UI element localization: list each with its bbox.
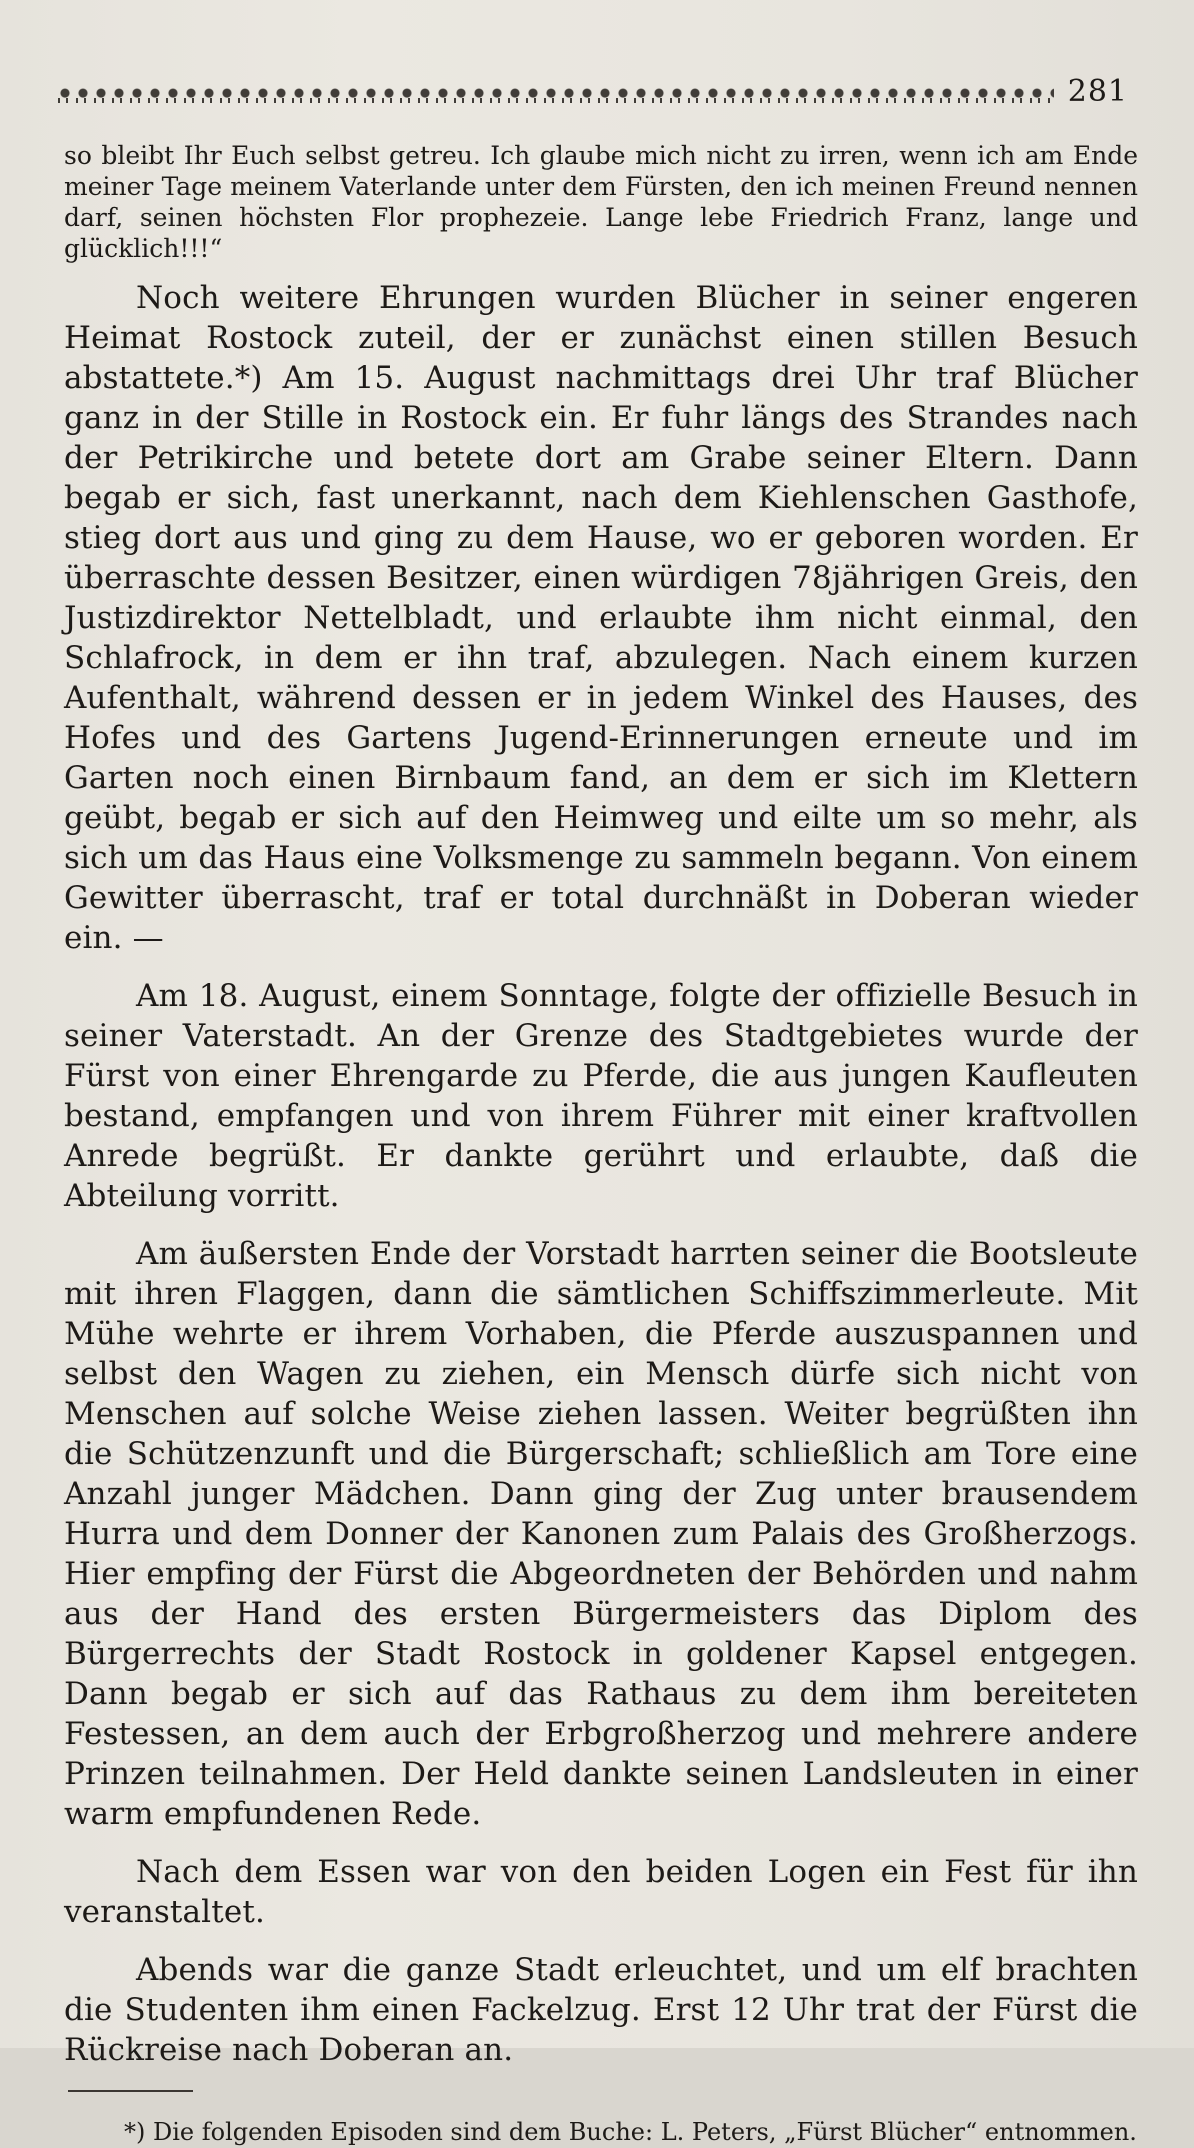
leaf-border-icon <box>56 81 1054 103</box>
paragraph-4: Nach dem Essen war von den beiden Logen ein Fest für ihn veranstaltet. <box>64 1854 1138 1930</box>
paragraph-5: Abends war die ganze Stadt erleuchtet, und um elf brachten die Studenten ihm einen Fackelzug. Erst 12 Uhr trat der Fürst die Rückreise nach Doberan an. <box>64 1952 1138 2068</box>
quotation-text: so bleibt Ihr Euch selbst getreu. Ich glaube mich nicht zu irren, wenn ich am Ende meiner Tage meinem Vaterlande unter dem Fürsten, den ich meinen Freund nennen darf, seinen höchsten Flor prophezeie. Lange lebe Friedrich Franz, lange und glücklich!!!“ <box>64 141 1138 263</box>
page-text <box>64 140 1138 2146</box>
paragraph-1: Noch weitere Ehrungen wurden Blücher in seiner engeren Heimat Rostock zuteil, der er zunächst einen stillen Besuch abstattete.*) Am 15. August nachmittags drei Uhr traf Blücher ganz in der Stille in Rostock ein. Er fuhr längs des Strandes nach der Petrikirche und betete dort am Grabe seiner Eltern. Dann begab er sich, fast unerkannt, nach dem Kiehlenschen Gasthofe, stieg dort aus und ging zu dem Hause, wo er geboren worden. Er überraschte dessen Besitzer, einen würdigen 78jährigen Greis, den Justizdirektor Nettelbladt, und erlaubte ihm nicht einmal, den Schlafrock, in dem er ihn traf, abzulegen. Nach einem kurzen Aufenthalt, während dessen er in jedem Winkel des Hauses, des Hofes und des Gartens Jugend-Erinnerungen erneute und im Garten noch einen Birnbaum fand, an dem er sich im Klettern geübt, begab er sich auf den Heimweg und eilte um so mehr, als sich um das Haus eine Volksmenge zu sammeln begann. Von einem Gewitter überrascht, traf er total durchnäßt in Doberan wieder ein. — <box>64 280 1138 956</box>
page-number: 281 <box>1067 74 1128 109</box>
footnote: *) Die folgenden Episoden sind dem Buche: L. Peters, „Fürst Blücher“ entnommen. <box>124 2118 1137 2146</box>
paragraph-3: Am äußersten Ende der Vorstadt harrten seiner die Bootsleute mit ihren Flaggen, dann die sämtlichen Schiffszimmerleute. Mit Mühe wehrte er ihrem Vorhaben, die Pferde auszuspannen und selbst den Wagen zu ziehen, ein Mensch dürfe sich nicht von Menschen auf solche Weise ziehen lassen. Weiter begrüßten ihn die Schützenzunft und die Bürgerschaft; schließlich am Tore eine Anzahl junger Mädchen. Dann ging der Zug unter brausendem Hurra und dem Donner der Kanonen zum Palais des Großherzogs. Hier empfing der Fürst die Abgeordneten der Behörden und nahm aus der Hand des ersten Bürgermeisters das Diplom des Bürgerrechts der Stadt Rostock in goldener Kapsel entgegen. Dann begab er sich auf das Rathaus zu dem ihm bereiteten Festessen, an dem auch der Erbgroßherzog und mehrere andere Prinzen teilnahmen. Der Held dankte seinen Landsleuten in einer warm empfundenen Rede. <box>64 1236 1138 1832</box>
footnote-divider <box>68 2090 193 2092</box>
paragraph-2: Am 18. August, einem Sonntage, folgte der offizielle Besuch in seiner Vaterstadt. An der Grenze des Stadtgebietes wurde der Fürst von einer Ehrengarde zu Pferde, die aus jungen Kaufleuten bestand, empfangen und von ihrem Führer mit einer kraftvollen Anrede begrüßt. Er dankte gerührt und erlaubte, daß die Abteilung vorritt. <box>64 978 1138 1214</box>
page-header <box>56 72 1128 112</box>
